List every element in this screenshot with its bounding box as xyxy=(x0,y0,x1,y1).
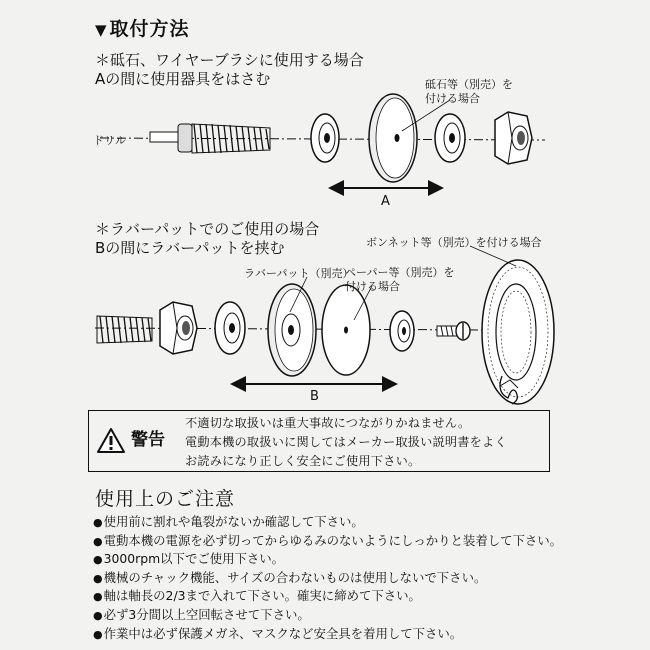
usage-b-line1: ＊ラバーパットでのご使用の場合 xyxy=(95,220,320,238)
washer-b2 xyxy=(390,311,414,351)
span-b-label: B xyxy=(310,389,319,404)
list-item: ● 機械のチャック機能、サイズの合わないものは使用しないで下さい。 xyxy=(93,569,562,588)
warning-badge-label: 警告 xyxy=(131,430,165,450)
hex-nut-a xyxy=(495,112,532,164)
triangle-down-icon: ▼ xyxy=(95,21,108,39)
usage-b-line2: Bの間にラバーパットを挟む xyxy=(95,239,285,257)
bonnet-label: ボンネット等（別売）を付ける場合 xyxy=(366,236,542,249)
warning-text xyxy=(185,414,545,471)
diagram-a xyxy=(100,94,545,188)
warning-line: お読みになり正しく安全にご使用下さい。 xyxy=(185,454,421,468)
list-item: ● 作業中は必ず保護メガネ、マスクなど安全具を着用して下さい。 xyxy=(93,625,562,644)
grindstone-label-1: 砥石等（別売）を xyxy=(425,78,513,91)
grindstone-label-2: 付ける場合 xyxy=(425,92,480,105)
warning-badge xyxy=(97,425,165,450)
list-item: ● 軸は軸長の2/3まで入れて下さい。確実に締めて下さい。 xyxy=(93,587,562,606)
paper-disc xyxy=(322,285,370,375)
warning-line: 電動本機の取扱いに関してはメーカー取扱い説明書をよく xyxy=(185,435,507,449)
threaded-shaft-b xyxy=(97,316,152,343)
span-a-label: A xyxy=(381,194,390,209)
warning-line: 不適切な取扱いは重大事故につながりかねません。 xyxy=(185,416,471,430)
list-item: ● 電動本機の電源を必ず切ってからゆるみのないようにしっかりと装着して下さい。 xyxy=(93,532,562,551)
washer-a1 xyxy=(311,114,339,162)
paper-label-1: ペーパー等（別売）を xyxy=(345,266,455,279)
notes-title: 使用上のご注意 xyxy=(95,488,236,510)
hex-nut-b xyxy=(160,302,197,354)
drill-label: ドリル xyxy=(93,134,126,147)
bonnet xyxy=(482,260,554,404)
washer-a2 xyxy=(435,114,465,162)
section-title: ▼ 取付方法 xyxy=(95,18,190,40)
list-item: ● 3000rpm以下でご使用下さい。 xyxy=(93,550,562,569)
screw xyxy=(437,322,470,340)
usage-a-line2: Aの間に使用器具をはさむ xyxy=(95,70,271,88)
list-item: ● 必ず3分間以上空回転させて下さい。 xyxy=(93,606,562,625)
washer-b1 xyxy=(215,302,245,354)
rubber-pad-label: ラバーパット（別売） xyxy=(244,267,354,280)
usage-a-line1: ＊砥石、ワイヤーブラシに使用する場合 xyxy=(95,51,364,69)
list-item: ● 使用前に割れや亀裂がないか確認して下さい。 xyxy=(93,513,562,532)
grindstone-disc xyxy=(369,94,417,182)
paper-label-2: 付ける場合 xyxy=(345,280,400,293)
notes-list xyxy=(93,513,562,643)
rubber-pad xyxy=(268,284,316,376)
warning-box xyxy=(88,410,550,472)
